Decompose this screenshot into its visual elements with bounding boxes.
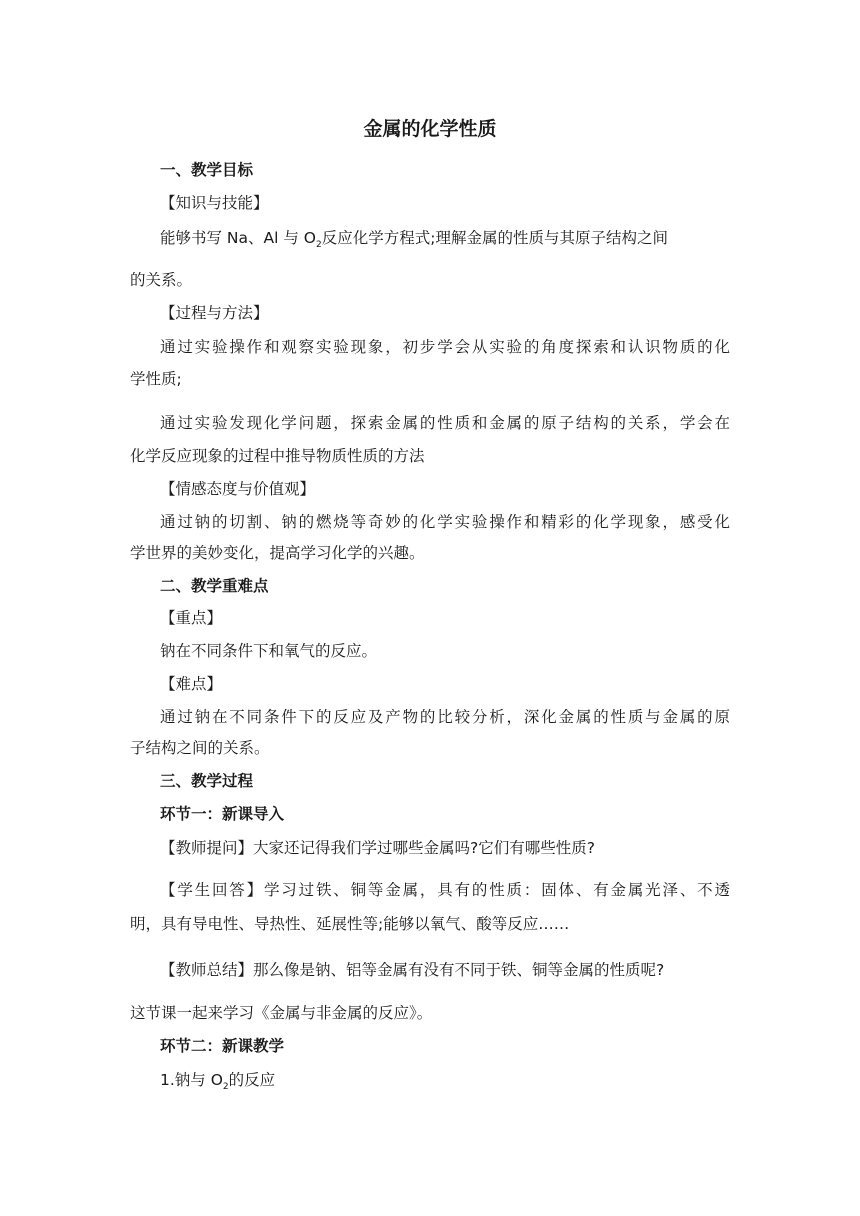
text-segment: 1.钠与 O: [160, 1071, 223, 1089]
paragraph-teacher-summary-line1: 【教师总结】那么像是钠、铝等金属有没有不同于铁、铜等金属的性质呢?: [160, 961, 665, 979]
section-heading-process: 三、教学过程: [160, 772, 254, 790]
paragraph-knowledge-line1: [160, 228, 668, 251]
paragraph-process1-line2: 学性质;: [130, 370, 182, 388]
label-difficult-point: 【难点】: [160, 675, 223, 693]
paragraph-key-point: 钠在不同条件下和氧气的反应。: [160, 642, 378, 660]
step-heading-intro: 环节一：新课导入: [160, 805, 285, 823]
paragraph-process1-line1: 通过实验操作和观察实验现象，初步学会从实验的角度探索和认识物质的化: [160, 338, 730, 356]
section-heading-key-points: 二、教学重难点: [160, 577, 269, 595]
paragraph-difficult-line2: 子结构之间的关系。: [130, 739, 270, 757]
paragraph-process2-line2: 化学反应现象的过程中推导物质性质的方法: [130, 447, 425, 465]
label-key-point: 【重点】: [160, 609, 223, 627]
paragraph-student-answer-line1: 【学生回答】学习过铁、铜等金属，具有的性质：固体、有金属光泽、不透: [160, 881, 730, 899]
text-segment: 的反应: [228, 1071, 276, 1089]
paragraph-emotion-line1: 通过钠的切割、钠的燃烧等奇妙的化学实验操作和精彩的化学现象，感受化: [160, 513, 730, 531]
text-segment: 反应化学方程式;理解金属的性质与其原子结构之间: [321, 229, 668, 247]
text-segment: 能够书写 Na、Al 与 O: [160, 229, 316, 247]
label-emotion-values: 【情感态度与价值观】: [160, 480, 316, 498]
subscript: 2: [315, 240, 322, 250]
label-process-method: 【过程与方法】: [160, 304, 269, 322]
paragraph-teacher-summary-line2: 这节课一起来学习《金属与非金属的反应》。: [130, 1004, 433, 1022]
paragraph-emotion-line2: 学世界的美妙变化，提高学习化学的兴趣。: [130, 544, 425, 562]
paragraph-student-answer-line2: 明，具有导电性、导热性、延展性等;能够以氧气、酸等反应……: [130, 915, 570, 933]
label-knowledge-skills: 【知识与技能】: [160, 194, 269, 212]
paragraph-knowledge-line2: 的关系。: [130, 271, 193, 289]
item-sodium-oxygen: [160, 1070, 275, 1093]
paragraph-teacher-question: 【教师提问】大家还记得我们学过哪些金属吗?它们有哪些性质?: [160, 839, 595, 857]
paragraph-difficult-line1: 通过钠在不同条件下的反应及产物的比较分析，深化金属的性质与金属的原: [160, 708, 730, 726]
section-heading-objectives: 一、教学目标: [160, 161, 254, 179]
step-heading-new-lesson: 环节二：新课教学: [160, 1037, 285, 1055]
subscript: 2: [222, 1082, 229, 1092]
paragraph-process2-line1: 通过实验发现化学问题，探索金属的性质和金属的原子结构的关系，学会在: [160, 414, 730, 432]
doc-title: 金属的化学性质: [363, 118, 497, 140]
